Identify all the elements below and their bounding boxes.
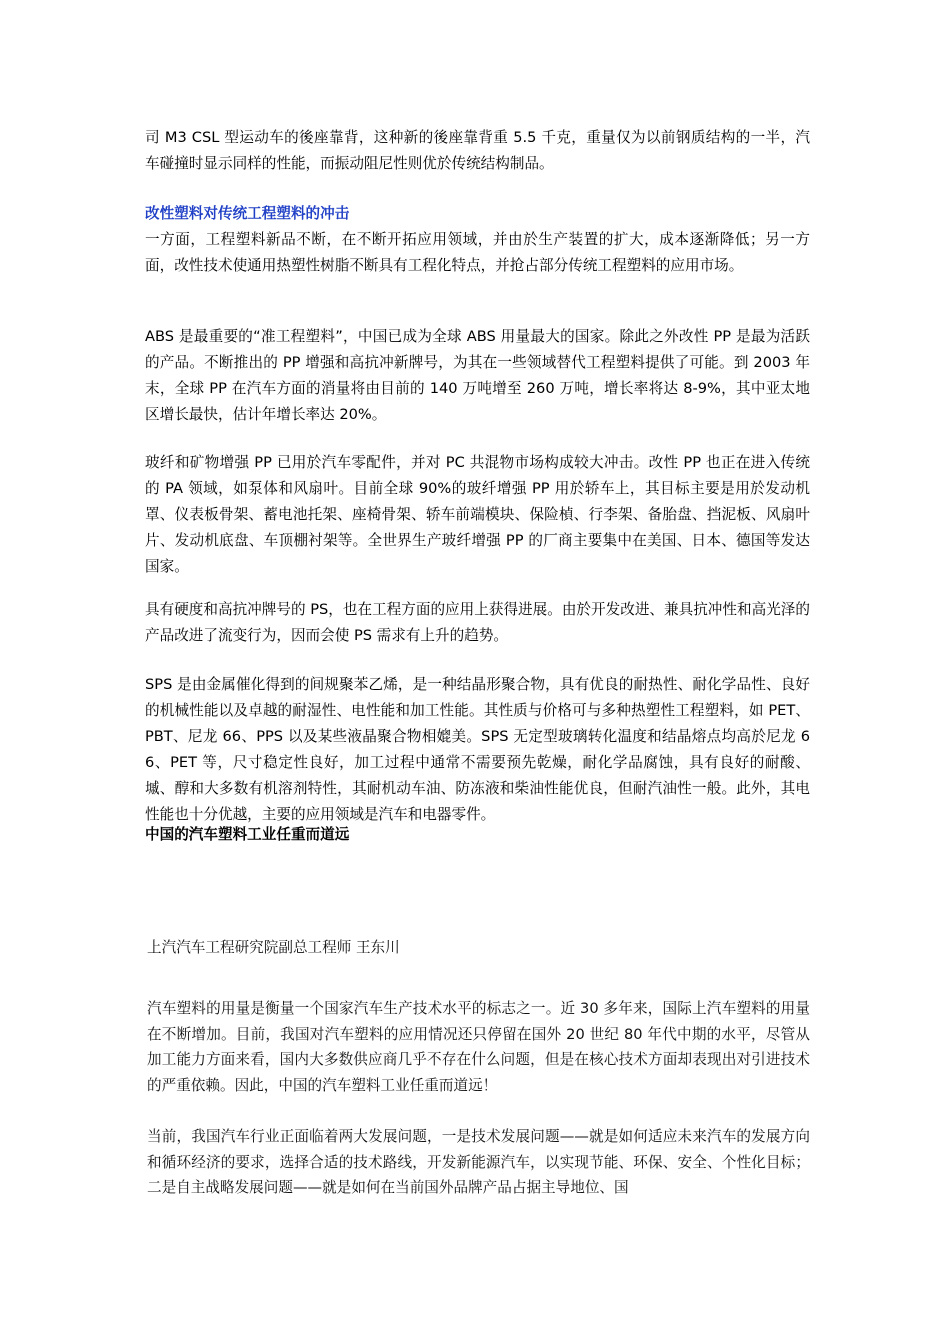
- heading-china-auto-plastics: 中国的汽车塑料工业任重而道远: [145, 826, 350, 843]
- paragraph-intro: 司 M3 CSL 型运动车的後座靠背，这种新的後座靠背重 5.5 千克，重量仅为以前钢质结构的一半，汽车碰撞时显示同样的性能，而振动阻尼性则优於传统结构制品。: [145, 129, 810, 172]
- paragraph-pp: 玻纤和矿物增强 PP 已用於汽车零配件，并对 PC 共混物市场构成较大冲击。改性 PP 也正在进入传统的 PA 领域，如泵体和风扇叶。目前全球 90%的玻纤增强 PP 用於轿车上，其目标主要是用於发动机罩、仪表板骨架、蓄电池托架、座椅骨架、轿车前端模块、保险楨、行李架、备胎盘、挡泥板、风扇叶片、发动机底盘、车顶棚衬架等。全世界生产玻纤增强 PP 的厂商主要集中在美国、日本、德国等发达国家。: [145, 454, 810, 575]
- heading-plastics-impact: 改性塑料对传统工程塑料的冲击: [145, 205, 350, 222]
- paragraph-current: 当前，我国汽车行业正面临着两大发展问题，一是技术发展问题——就是如何适应未来汽车的发展方向和循环经济的要求，选择合适的技术路线，开发新能源汽车，以实现节能、环保、安全、个性化目标；二是自主战略发展问题——就是如何在当前国外品牌产品占据主导地位、国: [147, 1128, 810, 1196]
- paragraph-usage: 汽车塑料的用量是衡量一个国家汽车生产技术水平的标志之一。近 30 多年来，国际上汽车塑料的用量在不断增加。目前，我国对汽车塑料的应用情况还只停留在国外 20 世纪 80 年代中期的水平，尽管从加工能力方面来看，国内大多数供应商几乎不存在什么问题，但是在核心技术方面却表现出对引进技术的严重依赖。因此，中国的汽车塑料工业任重而道远！: [147, 1000, 810, 1094]
- paragraph-ps: 具有硬度和高抗冲牌号的 PS，也在工程方面的应用上获得进展。由於开发改进、兼具抗冲性和高光泽的产品改进了流变行为，因而会使 PS 需求有上升的趋势。: [145, 601, 810, 644]
- paragraph-abs: ABS 是最重要的“准工程塑料”，中国已成为全球 ABS 用量最大的国家。除此之外改性 PP 是最为活跃的产品。不断推出的 PP 增强和高抗冲新牌号，为其在一些领域替代工程塑料提供了可能。到 2003 年末，全球 PP 在汽车方面的消量将由目前的 140 万吨增至 260 万吨，增长率将达 8-9%，其中亚太地区增长最快，估计年增长率达 20%。: [145, 328, 810, 423]
- paragraph-sps: SPS 是由金属催化得到的间规聚苯乙烯，是一种结晶形聚合物，具有优良的耐热性、耐化学品性、良好的机械性能以及卓越的耐湿性、电性能和加工性能。其性质与价格可与多种热塑性工程塑料，如 PET、PBT、尼龙 66、PPS 以及某些液晶聚合物相媲美。SPS 无定型玻璃转化温度和结晶熔点均高於尼龙 66、PET 等，尺寸稳定性良好，加工过程中通常不需要预先乾燥，耐化学品腐蚀，具有良好的耐酸、墄、醇和大多数有机溶剂特性，其耐机动车油、防冻液和柴油性能优良，但耐汽油性一般。此外，其电性能也十分优越，主要的应用领域是汽车和电器零件。: [145, 676, 810, 823]
- paragraph-impact: 一方面，工程塑料新品不断，在不断开拓应用领域，并由於生产装置的扩大，成本逐渐降低；另一方面，改性技术使通用热塑性树脂不断具有工程化特点，并抢占部分传统工程塑料的应用市场。: [145, 231, 810, 274]
- author-line: 上汽汽车工程研究院副总工程师 王东川: [147, 939, 400, 956]
